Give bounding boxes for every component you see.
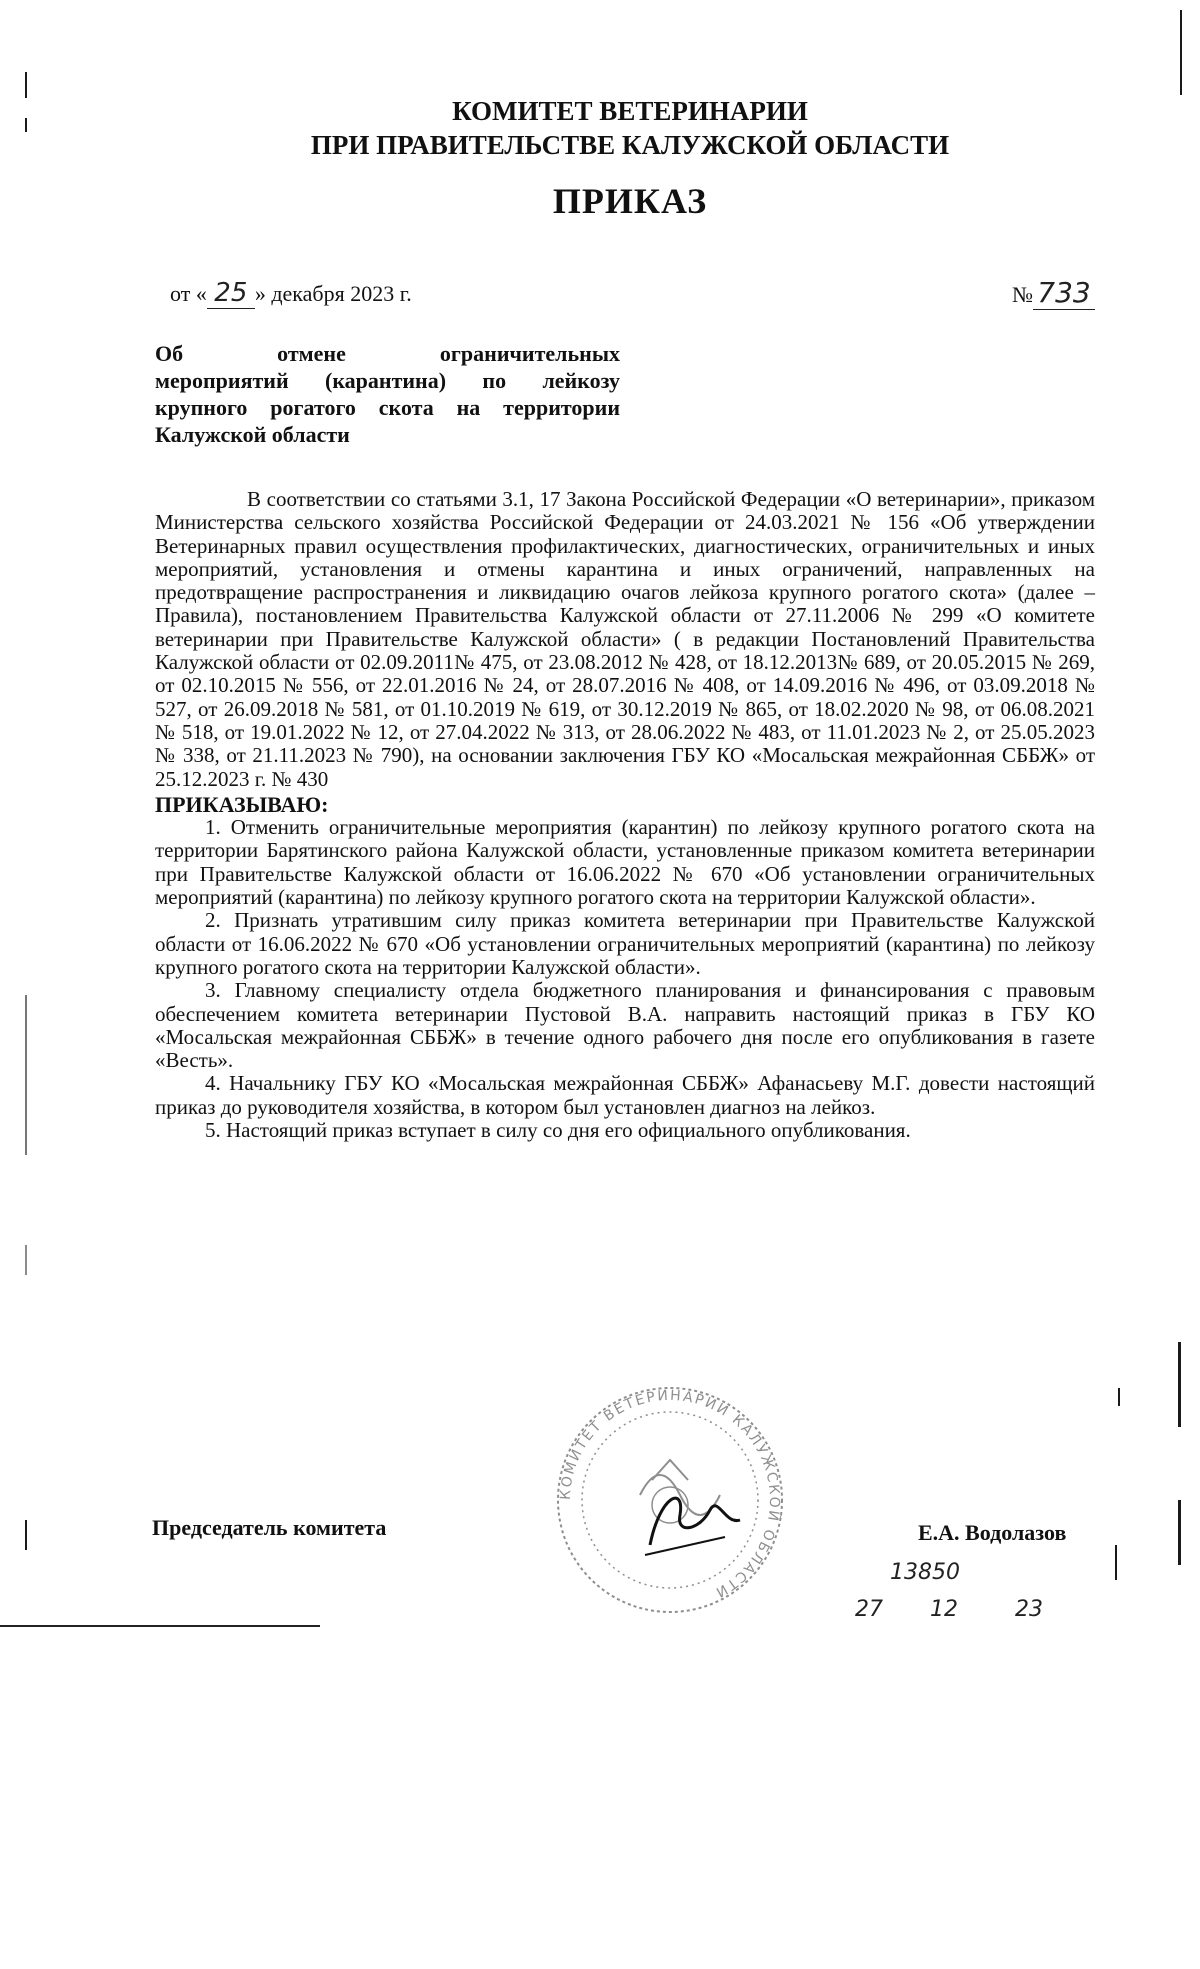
subject-line: Об отмене ограничительных (155, 341, 620, 366)
signatory-name: Е.А. Водолазов (918, 1520, 1067, 1545)
org-name-line1: КОМИТЕТ ВЕТЕРИНАРИИ (452, 96, 808, 126)
scan-edge-mark (25, 995, 27, 1155)
number-prefix: № (1012, 282, 1033, 307)
scan-edge-mark (1178, 1500, 1181, 1565)
scan-edge-mark (1180, 10, 1182, 95)
order-keyword: ПРИКАЗЫВАЮ: (155, 791, 329, 817)
signatory-position: Председатель комитета (152, 1515, 387, 1540)
date-prefix: от « (170, 281, 207, 306)
order-item-3: 3. Главному специалисту отдела бюджетного планирования и финансирования с правовым обеспечением комитета ветеринарии Пустовой В.А. направить настоящий приказ в ГБУ КО «Мосальская межрайонная СББЖ» в течение одного рабочего дня после его опубликования в газете «Весть». (155, 978, 1095, 1073)
order-item-2: 2. Признать утратившим силу приказ комитета ветеринарии при Правительстве Калужской области от 16.06.2022 № 670 «Об установлении ограничительных мероприятий (карантина) по лейкозу крупного рогатого скота на территории Калужской области». (155, 908, 1095, 979)
registration-month-handwritten: 12 (930, 1597, 958, 1622)
seal-text: КОМИТЕТ ВЕТЕРИНАРИИ КАЛУЖСКОЙ ОБЛАСТИ (557, 1387, 783, 1601)
number-value-handwritten: 733 (1033, 276, 1095, 310)
order-item-4: 4. Начальнику ГБУ КО «Мосальская межрайонная СББЖ» Афанасьеву М.Г. довести настоящий приказ до руководителя хозяйства, в котором был установлен диагноз на лейкоз. (155, 1071, 1095, 1119)
scan-edge-mark (1115, 1545, 1117, 1580)
order-subject (155, 340, 620, 448)
scan-edge-mark (1118, 1388, 1120, 1406)
order-item-5: 5. Настоящий приказ вступает в силу со дня его официального опубликования. (205, 1118, 911, 1143)
order-date (170, 278, 412, 309)
handwritten-signature-icon (630, 1475, 750, 1565)
footer-divider (0, 1625, 320, 1627)
subject-line: крупного рогатого скота на территории (155, 395, 620, 420)
scan-edge-mark (1178, 1342, 1181, 1427)
org-name-line2: ПРИ ПРАВИТЕЛЬСТВЕ КАЛУЖСКОЙ ОБЛАСТИ (310, 130, 950, 160)
registration-day-handwritten: 27 (855, 1597, 883, 1622)
scan-edge-mark (25, 1245, 27, 1275)
subject-line: мероприятий (карантина) по лейкозу (155, 368, 620, 393)
order-item-1: 1. Отменить ограничительные мероприятия (карантин) по лейкозу крупного рогатого скота на территории Барятинского района Калужской области, установленные приказом комитета ветеринарии при Правительстве Калужской области от 16.06.2022 № 670 «Об установлении ограничительных мероприятий (карантина) по лейкозу крупного рогатого скота на территории Калужской области». (155, 815, 1095, 910)
date-day-handwritten: 25 (207, 278, 255, 309)
order-body (155, 488, 1095, 1142)
date-suffix: » декабря 2023 г. (254, 281, 412, 306)
preamble-paragraph: В соответствии со статьями 3.1, 17 Закона Российской Федерации «О ветеринарии», приказом Министерства сельского хозяйства Российской Федерации от 24.03.2021 № 156 «Об утверждении Ветеринарных правил осуществления профилактических, диагностических, ограничительных и иных мероприятий, установления и отмены карантина и иных ограничений, направленных на предотвращение распространения и ликвидацию очагов лейкоза крупного рогатого скота» (далее – Правила), постановлением Правительства Калужской области от 27.11.2006 № 299 «О комитете ветеринарии при Правительстве Калужской области» ( в редакции Постановлений Правительства Калужской области от 02.09.2011№ 475, от 23.08.2012 № 428, от 18.12.2013№ 689, от 20.05.2015 № 269, от 02.10.2015 № 556, от 22.01.2016 № 24, от 28.07.2016 № 408, от 14.09.2016 № 496, от 03.09.2018 № 527, от 26.09.2018 № 581, от 01.10.2019 № 619, от 30.12.2019 № 865, от 18.02.2020 № 98, от 06.08.2021 № 518, от 19.01.2022 № 12, от 27.04.2022 № 313, от 28.06.2022 № 483, от 11.01.2023 № 2, от 25.05.2023 № 338, от 21.11.2023 № 790), на основании заключения ГБУ КО «Мосальская межрайонная СББЖ» от 25.12.2023 г. № 430 (155, 487, 1095, 791)
subject-line: Калужской области (155, 422, 350, 447)
scan-edge-mark (25, 72, 27, 98)
order-number (1012, 276, 1095, 310)
doc-type-title: ПРИКАЗ (552, 181, 708, 221)
registration-number-handwritten: 13850 (890, 1560, 960, 1585)
scan-edge-mark (25, 1520, 27, 1550)
registration-year-handwritten: 23 (1015, 1597, 1043, 1622)
